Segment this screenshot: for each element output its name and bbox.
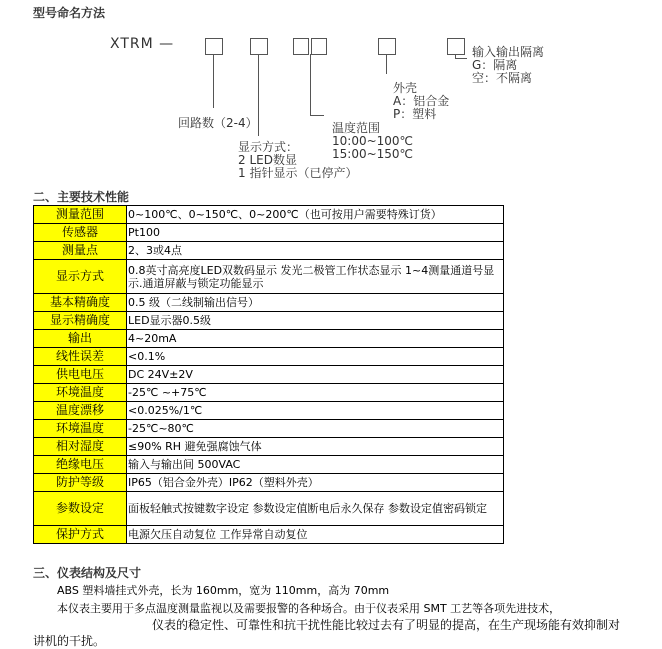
temp-range-title: 温度范围 (332, 121, 381, 135)
section-title-naming: 型号命名方法 (33, 6, 106, 20)
spec-label: 环境温度 (34, 420, 127, 438)
isolation-option-none: 空：不隔离 (472, 71, 533, 85)
spec-value: ≤90% RH 避免强腐蚀气体 (127, 438, 504, 456)
structure-description: ABS 塑料墙挂式外壳，长为 160mm，宽为 110mm，高为 70mm (57, 584, 390, 597)
model-prefix: XTRM — (110, 36, 175, 52)
spec-value: 输入与输出间 500VAC (127, 456, 504, 474)
spec-label: 显示方式 (34, 260, 127, 294)
spec-value: -25℃~80℃ (127, 420, 504, 438)
table-row (34, 312, 504, 330)
temp-range-option-150: 15:00~150℃ (332, 147, 414, 161)
code-box-housing (378, 38, 396, 55)
table-row (34, 492, 504, 526)
table-row (34, 526, 504, 544)
table-row (34, 330, 504, 348)
leader-isolation-h (455, 58, 467, 59)
spec-value: 面板轻触式按键数字设定 参数设定值断电后永久保存 参数设定值密码锁定 (127, 492, 504, 526)
spec-label: 供电电压 (34, 366, 127, 384)
spec-label: 线性误差 (34, 348, 127, 366)
table-row (34, 420, 504, 438)
spec-label: 参数设定 (34, 492, 127, 526)
leader-temp-h (310, 115, 324, 116)
isolation-option-g: G：隔离 (472, 58, 518, 72)
table-row (34, 260, 504, 294)
code-box-temp-2 (311, 38, 327, 55)
table-row (34, 402, 504, 420)
table-row (34, 242, 504, 260)
spec-value: <0.1% (127, 348, 504, 366)
paragraph-line-2: 仪表的稳定性、可靠性和抗干扰性能比较过去有了明显的提高，在生产现场能有效抑制对 (152, 618, 621, 632)
spec-value: DC 24V±2V (127, 366, 504, 384)
table-row (34, 456, 504, 474)
spec-label: 环境温度 (34, 384, 127, 402)
spec-value: -25℃ ~+75℃ (127, 384, 504, 402)
spec-label: 相对湿度 (34, 438, 127, 456)
spec-value: Pt100 (127, 224, 504, 242)
table-row (34, 348, 504, 366)
code-box-display (250, 38, 268, 55)
leader-display (258, 54, 259, 136)
spec-label: 输出 (34, 330, 127, 348)
leader-housing (386, 54, 387, 74)
display-mode-title: 显示方式： (238, 140, 299, 154)
table-row (34, 294, 504, 312)
spec-value: 电源欠压自动复位 工作异常自动复位 (127, 526, 504, 544)
spec-value: IP65（铝合金外壳）IP62（塑料外壳） (127, 474, 504, 492)
loops-label: 回路数（2-4） (178, 116, 258, 130)
spec-value: 0.5 级（二线制输出信号） (127, 294, 504, 312)
housing-option-p: P：塑料 (393, 107, 437, 121)
isolation-title: 输入输出隔离 (472, 45, 545, 59)
temp-range-option-100: 10:00~100℃ (332, 134, 414, 148)
section-title-specs: 二、主要技术性能 (33, 190, 130, 204)
spec-label: 传感器 (34, 224, 127, 242)
display-mode-option-pointer: 1 指针显示（已停产） (238, 166, 358, 180)
section-title-structure: 三、仪表结构及尺寸 (33, 566, 142, 580)
spec-label: 测量范围 (34, 206, 127, 224)
leader-loops (213, 54, 214, 108)
paragraph-line-3: 讲机的干扰。 (33, 634, 106, 648)
code-box-loops (205, 38, 223, 55)
spec-value: LED显示器0.5级 (127, 312, 504, 330)
display-mode-option-led: 2 LED数显 (238, 153, 297, 167)
spec-label: 温度漂移 (34, 402, 127, 420)
table-row (34, 206, 504, 224)
table-row (34, 438, 504, 456)
spec-label: 测量点 (34, 242, 127, 260)
table-row (34, 224, 504, 242)
housing-title: 外壳 (393, 81, 418, 95)
table-row (34, 384, 504, 402)
code-box-temp-1 (293, 38, 309, 55)
spec-value: 4~20mA (127, 330, 504, 348)
spec-value: <0.025%/1℃ (127, 402, 504, 420)
spec-value: 0~100℃、0~150℃、0~200℃（也可按用户需要特殊订货） (127, 206, 504, 224)
spec-table (33, 205, 504, 544)
spec-value: 2、3或4点 (127, 242, 504, 260)
spec-label: 防护等级 (34, 474, 127, 492)
paragraph-line-1: 本仪表主要用于多点温度测量监视以及需要报警的各种场合。由于仪表采用 SMT 工艺等各项先进技术， (57, 602, 561, 615)
leader-temp (310, 54, 311, 116)
spec-label: 基本精确度 (34, 294, 127, 312)
spec-label: 保护方式 (34, 526, 127, 544)
spec-label: 绝缘电压 (34, 456, 127, 474)
spec-value: 0.8英寸高亮度LED双数码显示 发光二极管工作状态显示 1~4测量通道号显示.通道屏蔽与锁定功能显示 (127, 260, 504, 294)
spec-label: 显示精确度 (34, 312, 127, 330)
housing-option-a: A：铝合金 (393, 94, 450, 108)
code-box-isolation (447, 38, 465, 55)
table-row (34, 366, 504, 384)
table-row (34, 474, 504, 492)
